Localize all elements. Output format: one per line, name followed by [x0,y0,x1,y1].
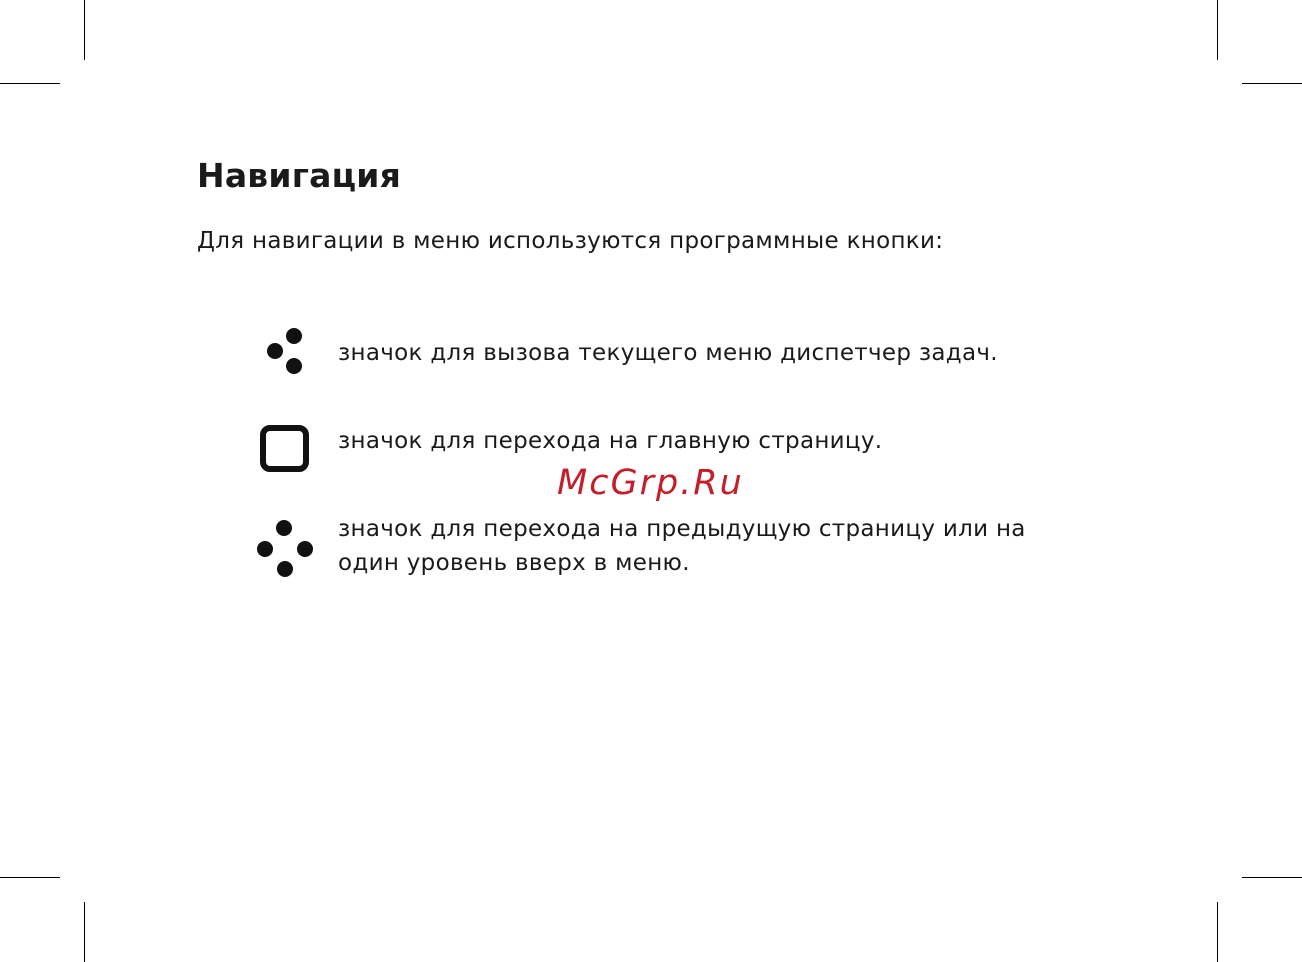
crop-mark-top-left-horizontal [0,83,60,84]
nav-item-description: значок для перехода на главную страницу. [338,428,883,454]
task-manager-dots-icon [250,326,320,386]
crop-mark-top-left-vertical [84,0,85,60]
page-title: Навигация [197,156,401,195]
back-dots-icon [250,512,320,572]
nav-item-description: значок для вызова текущего меню диспетчер задач. [338,340,998,366]
crop-mark-bottom-left-horizontal [0,877,60,878]
crop-mark-bottom-right-vertical [1217,902,1218,962]
home-square-icon [250,420,320,480]
nav-item-task-manager [250,326,1070,386]
crop-mark-top-right-horizontal [1242,83,1302,84]
intro-text: Для навигации в меню используются программные кнопки: [197,228,944,254]
watermark-text: McGrp.Ru [557,463,744,503]
crop-mark-bottom-right-horizontal [1242,877,1302,878]
crop-mark-bottom-left-vertical [84,902,85,962]
nav-item-description: значок для перехода на предыдущую страницу или на один уровень вверх в меню. [338,516,1026,576]
nav-item-back [250,512,1070,580]
crop-mark-top-right-vertical [1217,0,1218,60]
